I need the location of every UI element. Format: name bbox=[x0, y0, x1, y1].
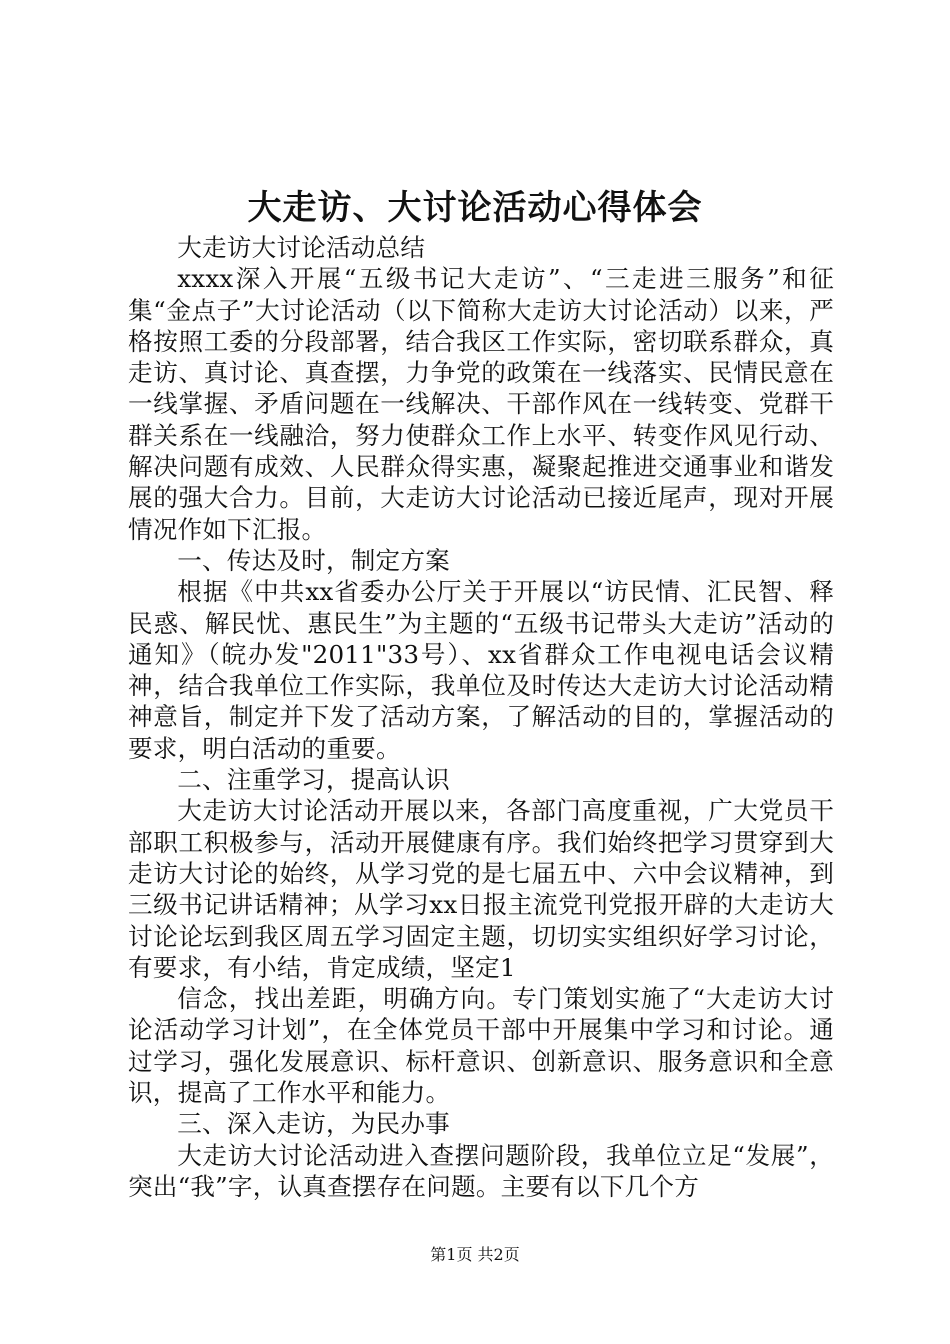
paragraph-intro: xxxx深入开展“五级书记大走访”、“三走进三服务”和征集“金点子”大讨论活动（以下简称大走访大讨论活动）以来，严格按照工委的分段部署，结合我区工作实际，密切联系群众，真走访、真讨论、真查摆，力争党的政策在一线落实、民情民意在一线掌握、矛盾问题在一线解决、干部作风在一线转变、党群干群关系在一线融洽，努力使群众工作上水平、转变作风见行动、解决问题有成效、人民群众得实惠，凝聚起推进交通事业和谐发展的强大合力。目前，大走访大讨论活动已接近尾声，现对开展情况作如下汇报。 bbox=[128, 264, 834, 544]
paragraph-section-2a: 大走访大讨论活动开展以来，各部门高度重视，广大党员干部职工积极参与，活动开展健康有序。我们始终把学习贯穿到大走访大讨论的始终，从学习党的是七届五中、六中会议精神，到三级书记讲话精神；从学习xx日报主流党刊党报开辟的大走访大讨论论坛到我区周五学习固定主题，切切实实组织好学习讨论，有要求，有小结，肯定成绩，坚定1 bbox=[128, 796, 834, 982]
paragraph-section-2b: 信念，找出差距，明确方向。专门策划实施了“大走访大讨论活动学习计划”，在全体党员干部中开展集中学习和讨论。通过学习，强化发展意识、标杆意识、创新意识、服务意识和全意识，提高了工作水平和能力。 bbox=[128, 984, 834, 1108]
paragraph-section-1: 根据《中共xx省委办公厅关于开展以“访民情、汇民智、释民惑、解民忧、惠民生”为主题的“五级书记带头大走访”活动的通知》（皖办发"2011"33号）、xx省群众工作电视电话会议精神，结合我单位工作实际，我单位及时传达大走访大讨论活动精神意旨，制定并下发了活动方案，了解活动的目的，掌握活动的要求，明白活动的重要。 bbox=[128, 577, 834, 763]
section-heading-2: 二、注重学习，提高认识 bbox=[177, 765, 450, 795]
section-heading-1: 一、传达及时，制定方案 bbox=[177, 545, 450, 575]
page-footer: 第1页 共2页 bbox=[430, 1245, 520, 1264]
section-heading-summary: 大走访大讨论活动总结 bbox=[177, 233, 426, 262]
section-heading-3: 三、深入走访，为民办事 bbox=[177, 1109, 450, 1139]
document-title: 大走访、大讨论活动心得体会 bbox=[247, 188, 703, 228]
document-body bbox=[128, 232, 834, 1202]
paragraph-section-3: 大走访大讨论活动进入查摆问题阶段，我单位立足“发展”，突出“我”字，认真查摆存在问题。主要有以下几个方 bbox=[128, 1140, 834, 1201]
